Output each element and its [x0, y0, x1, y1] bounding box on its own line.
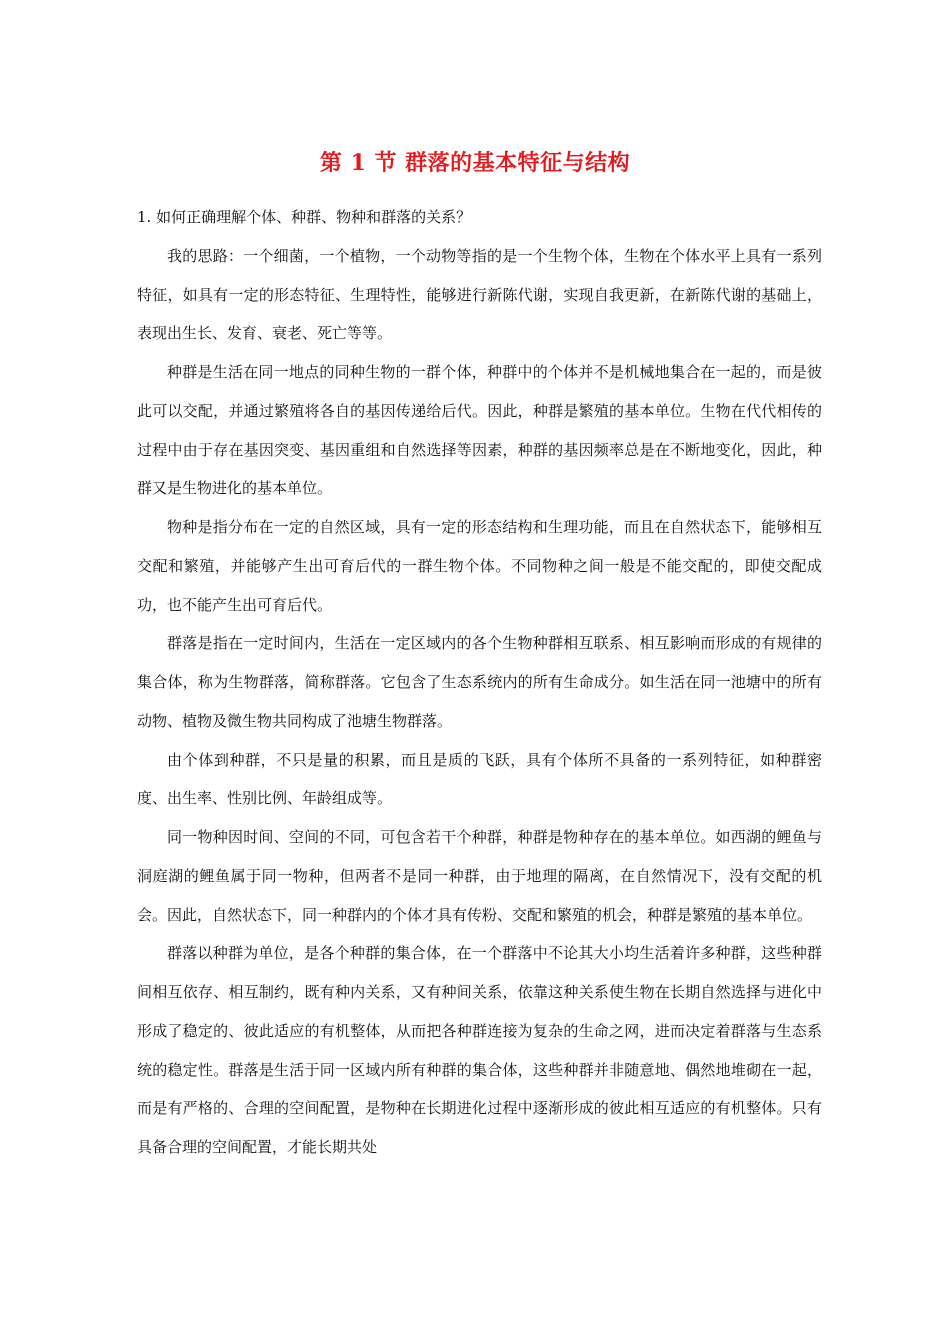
paragraph-individual: 我的思路：一个细菌，一个植物，一个动物等指的是一个生物个体，生物在个体水平上具有一系列特征，如具有一定的形态特征、生理特性，能够进行新陈代谢，实现自我更新，在新陈代谢的基础上，表现出生长、发育、衰老、死亡等等。 — [137, 246, 822, 343]
paragraph-species: 物种是指分布在一定的自然区域，具有一定的形态结构和生理功能，而且在自然状态下，能够相互交配和繁殖，并能够产生出可育后代的一群生物个体。不同物种之间一般是不能交配的，即使交配成功，也不能产生出可育后代。 — [137, 518, 822, 614]
question-heading: 1. 如何正确理解个体、种群、物种和群落的关系？ — [137, 208, 472, 226]
paragraph-community: 群落是指在一定时间内，生活在一定区域内的各个生物种群相互联系、相互影响而形成的有规律的集合体，称为生物群落，简称群落。它包含了生态系统内的所有生命成分。如生活在同一池塘中的所有动物、植物及微生物共同构成了池塘生物群落。 — [137, 634, 822, 730]
paragraph-community-structure: 群落以种群为单位，是各个种群的集合体，在一个群落中不论其大小均生活着许多种群，这些种群间相互依存、相互制约，既有种内关系，又有种间关系，依靠这种关系使生物在长期自然选择与进化中形成了稳定的、彼此适应的有机整体，从而把各种群连接为复杂的生命之网，进而决定着群落与生态系统的稳定性。群落是生活于同一区域内所有种群的集合体，这些种群并非随意地、偶然地堆砌在一起，而是有严格的、合理的空间配置，是物种在长期进化过程中逐渐形成的彼此相互适应的有机整体。只有具备合理的空间配置，才能长期共处 — [137, 944, 822, 1156]
document-body — [137, 198, 822, 1167]
paragraph-population: 种群是生活在同一地点的同种生物的一群个体，种群中的个体并不是机械地集合在一起的，而是彼此可以交配，并通过繁殖将各自的基因传递给后代。因此，种群是繁殖的基本单位。生物在代代相传的过程中由于存在基因突变、基因重组和自然选择等因素，种群的基因频率总是在不断地变化，因此，种群又是生物进化的基本单位。 — [137, 363, 822, 498]
paragraph-species-population: 同一物种因时间、空间的不同，可包含若干个种群，种群是物种存在的基本单位。如西湖的鲤鱼与洞庭湖的鲤鱼属于同一物种，但两者不是同一种群，由于地理的隔离，在自然情况下，没有交配的机会。因此，自然状态下，同一种群内的个体才具有传粉、交配和繁殖的机会，种群是繁殖的基本单位。 — [137, 828, 822, 924]
section-title: 第 1 节 群落的基本特征与结构 — [319, 150, 631, 176]
paragraph-individual-to-population: 由个体到种群，不只是量的积累，而且是质的飞跃，具有个体所不具备的一系列特征，如种群密度、出生率、性别比例、年龄组成等。 — [137, 750, 822, 808]
